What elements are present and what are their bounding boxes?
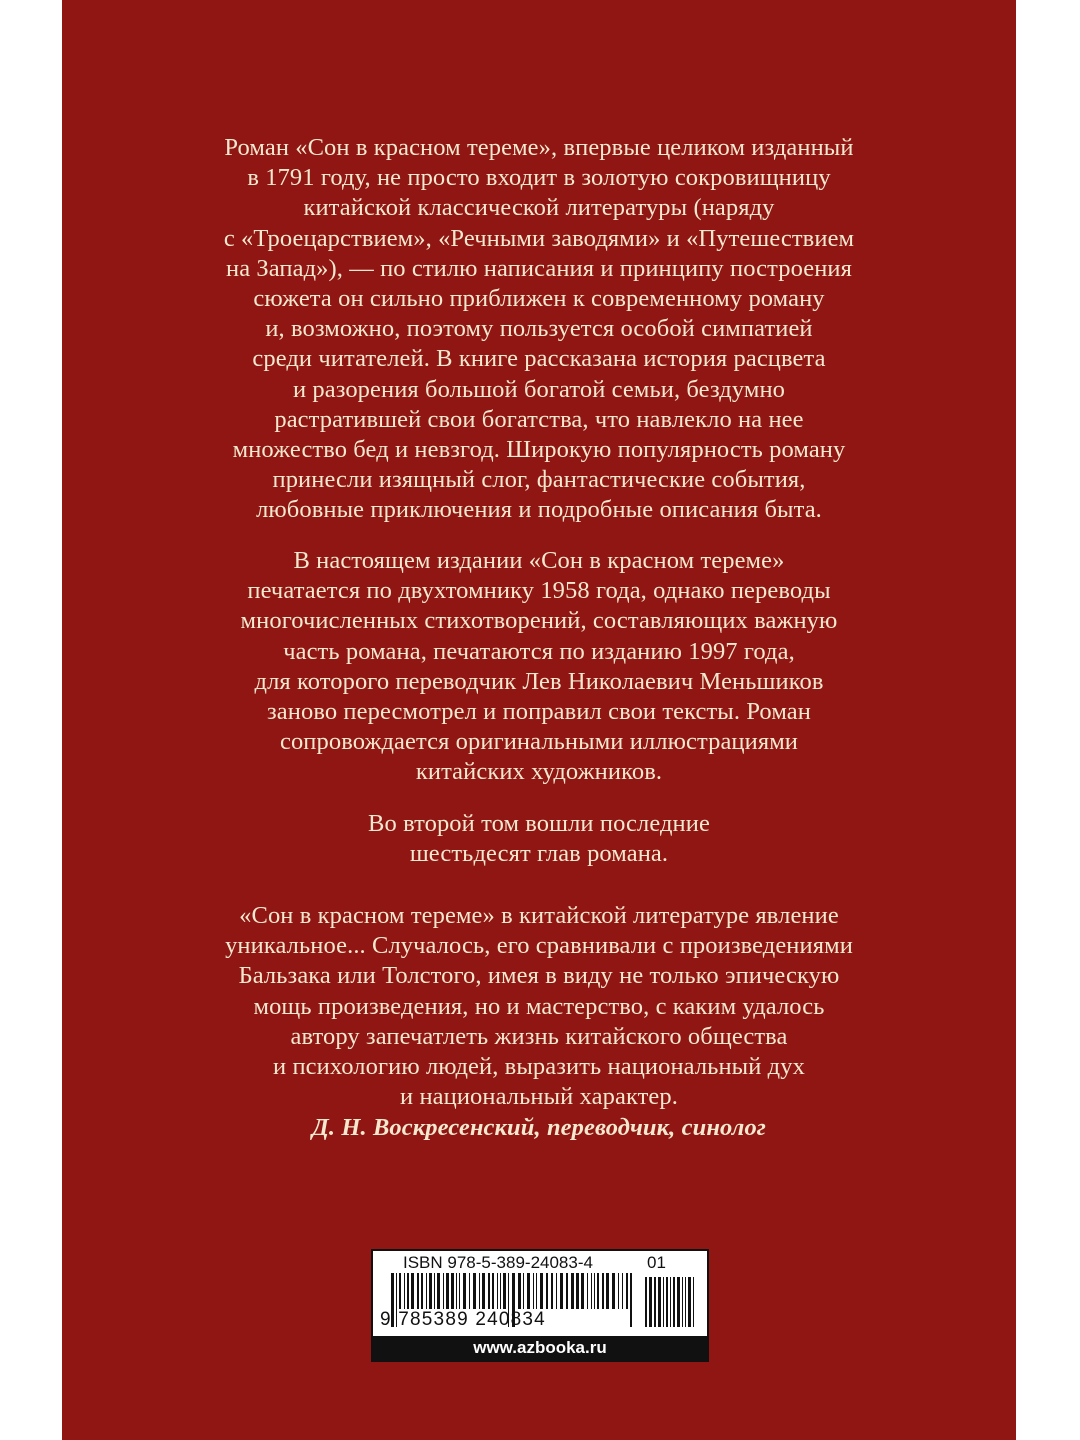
paragraph-line: китайских художников. [415, 758, 663, 786]
quote-attribution: Д. Н. Воскресенский, переводчик, синолог [312, 1114, 766, 1141]
paragraph-line: многочисленных стихотворений, составляющих важную [240, 607, 838, 635]
paragraph-line: часть романа, печатаются по изданию 1997 года, [283, 637, 795, 665]
paragraph-line: на Запад»), — по стилю написания и принципу построения [226, 254, 852, 282]
paragraph-line: печатается по двухтомнику 1958 года, однако переводы [247, 577, 831, 605]
description-paragraph-3 [62, 809, 1016, 869]
paragraph-line: шестьдесят глав романа. [409, 840, 669, 868]
paragraph-line: заново пересмотрел и поправил свои тексты. Роман [267, 698, 811, 726]
description-paragraph-2 [62, 546, 1016, 788]
quote-line: и национальный характер. [400, 1083, 678, 1111]
quote-line: и психологию людей, выразить национальный дух [273, 1053, 805, 1081]
quote-line: автору запечатлеть жизнь китайского общества [290, 1022, 788, 1050]
paragraph-line: растратившей свои богатства, что навлекло на нее [274, 405, 804, 433]
paragraph-line: среди читателей. В книге рассказана история расцвета [252, 345, 826, 373]
critic-quote [62, 901, 1016, 1112]
publisher-url: www.azbooka.ru [373, 1336, 707, 1360]
paragraph-line: В настоящем издании «Сон в красном тереме» [293, 547, 785, 574]
paragraph-line: сопровождается оригинальными иллюстрациями [279, 728, 799, 756]
barcode-addon-label: 01 [647, 1253, 666, 1272]
paragraph-line: и, возможно, поэтому пользуется особой симпатией [265, 315, 813, 343]
isbn-barcode [371, 1249, 709, 1362]
paragraph-line: любовные приключения и подробные описания быта. [256, 496, 822, 524]
paragraph-line: в 1791 году, не просто входит в золотую сокровищницу [247, 164, 831, 192]
back-cover [62, 0, 1016, 1440]
quote-line: мощь произведения, но и мастерство, с каким удалось [253, 992, 825, 1020]
isbn-label: ISBN 978-5-389-24083-4 [403, 1253, 593, 1272]
paragraph-line: множество бед и невзгод. Широкую популярность роману [232, 436, 846, 464]
quote-line: «Сон в красном тереме» в китайской литературе явление [239, 902, 839, 929]
paragraph-line: Во второй том вошли последние [368, 810, 710, 837]
paragraph-line: и разорения большой богатой семьи, бездумно [292, 375, 786, 403]
paragraph-line: Роман «Сон в красном тереме», впервые целиком изданный [224, 134, 854, 161]
paragraph-line: сюжета он сильно приближен к современному роману [253, 285, 825, 313]
paragraph-line: с «Троецарствием», «Речными заводями» и «Путешествием [223, 224, 855, 252]
barcode-digits: 9 785389 240834 [380, 1309, 546, 1330]
description-paragraph-1 [62, 133, 1016, 526]
quote-line: Бальзака или Толстого, имея в виду не только эпическую [238, 962, 840, 990]
paragraph-line: принесли изящный слог, фантастические события, [272, 466, 806, 494]
paragraph-line: для которого переводчик Лев Николаевич Меньшиков [254, 667, 824, 695]
paragraph-line: китайской классической литературы (наряду [303, 194, 775, 222]
quote-line: уникальное... Случалось, его сравнивали с произведениями [225, 932, 853, 960]
